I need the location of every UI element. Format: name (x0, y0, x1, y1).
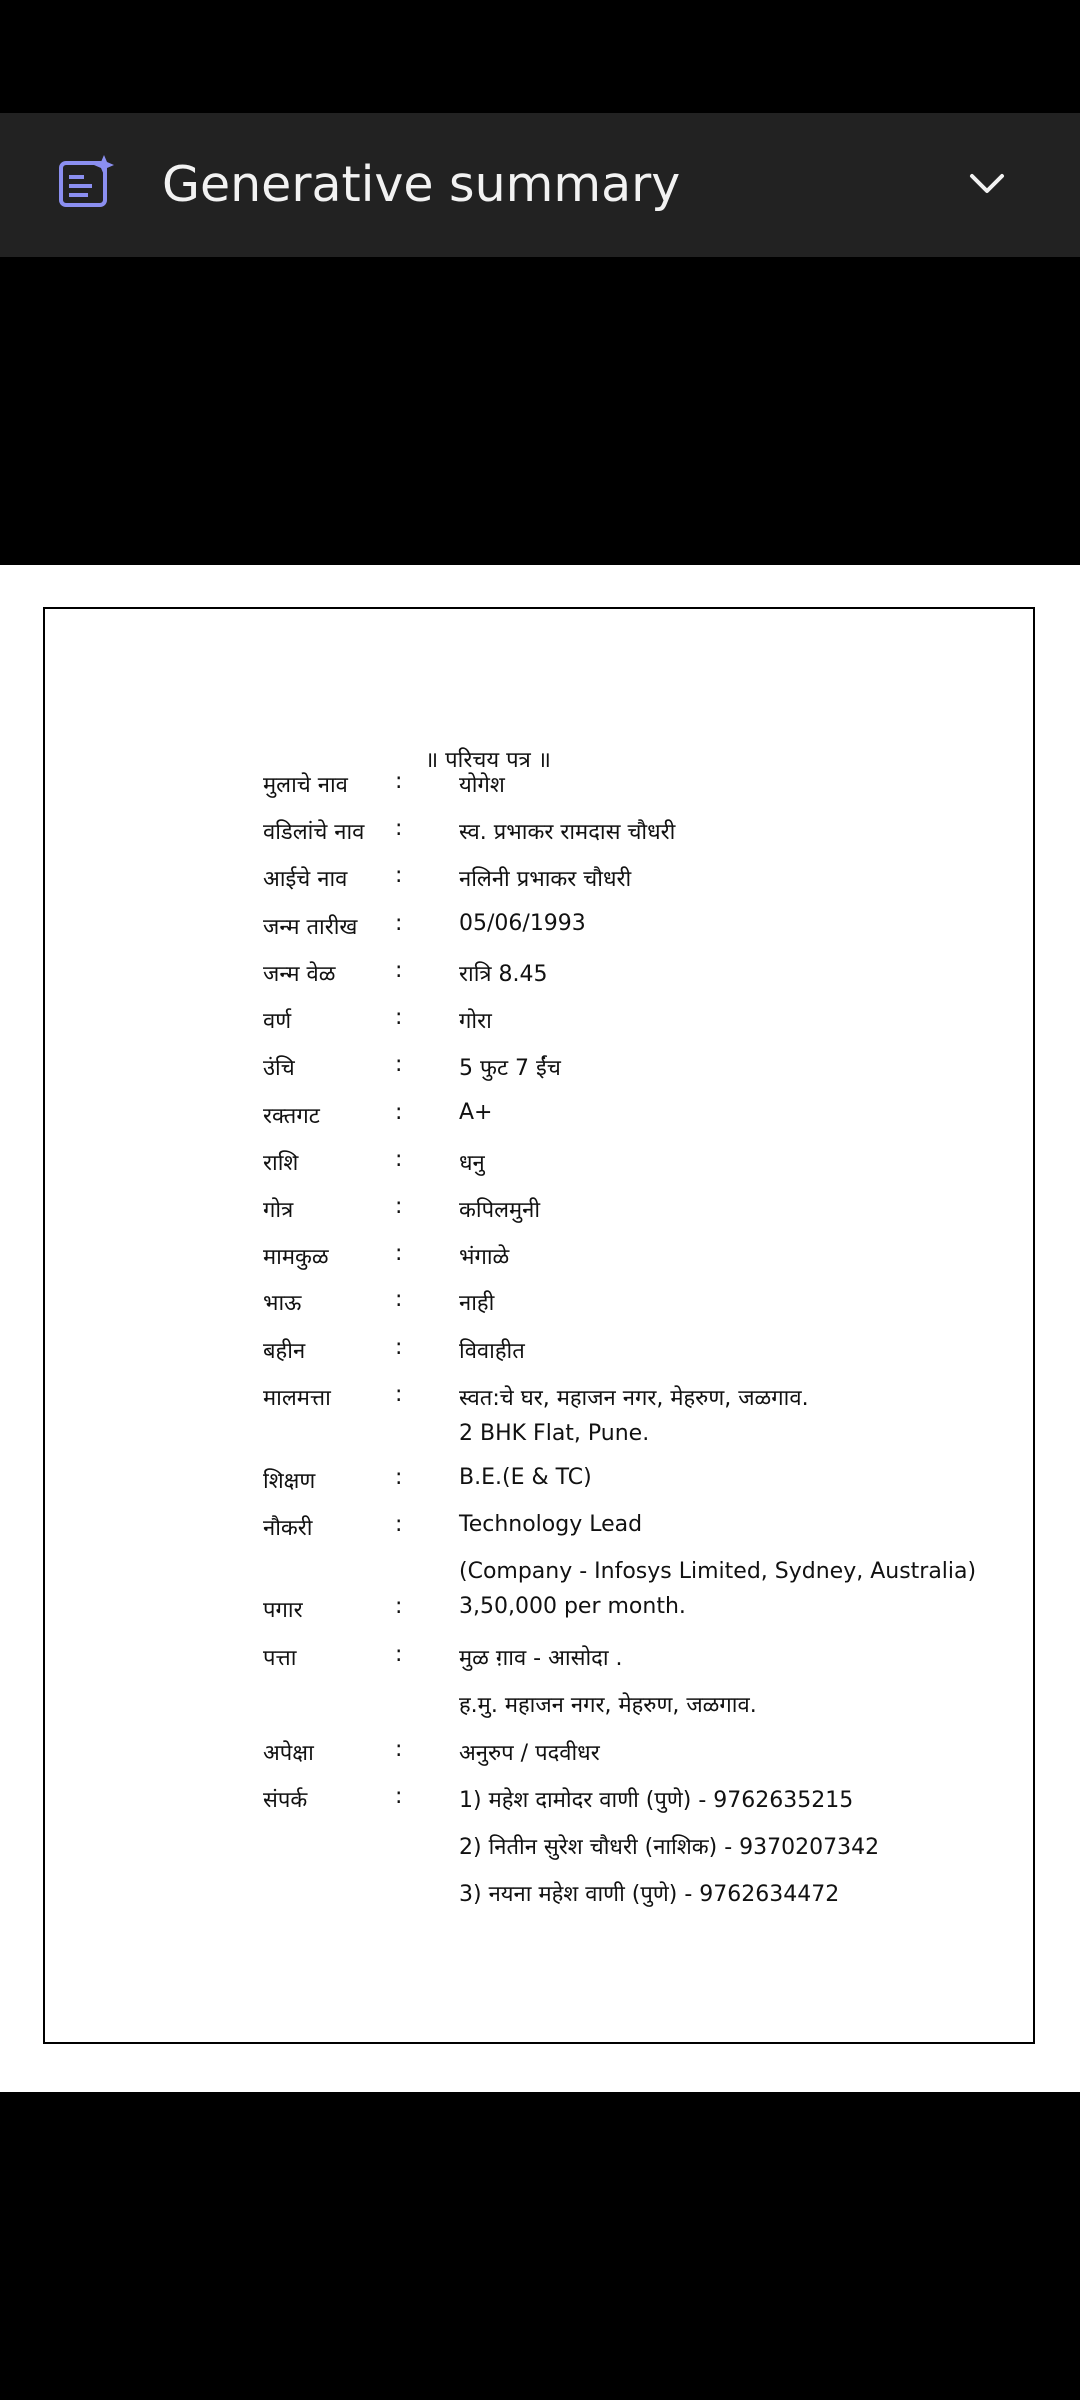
field-value: B.E.(E & TC) (459, 1465, 592, 1490)
field-label: जन्म वेळ (263, 962, 336, 987)
field-label: मालमत्ता (263, 1386, 331, 1411)
field-colon: : (395, 1465, 403, 1490)
field-colon: : (395, 816, 403, 841)
field-label: पत्ता (263, 1646, 297, 1671)
field-label: उंचि (263, 1056, 295, 1081)
field-value: 05/06/1993 (459, 911, 586, 936)
field-label: भाऊ (263, 1291, 302, 1316)
field-value: मुळ ग़ाव - आसोदा . (459, 1646, 623, 1671)
field-value: धनु (459, 1151, 485, 1176)
status-bar-area (0, 0, 1080, 113)
field-label: वर्ण (263, 1009, 292, 1034)
field-label: अपेक्षा (263, 1741, 314, 1766)
field-value: योगेश (459, 773, 505, 798)
field-colon: : (395, 1642, 403, 1667)
field-label: मुलाचे नाव (263, 773, 348, 798)
field-label: रक्तगट (263, 1104, 320, 1129)
generative-summary-bar[interactable] (0, 113, 1080, 257)
document-title: ॥ परिचय पत्र ॥ (425, 748, 551, 773)
field-value: अनुरुप / पदवीधर (459, 1741, 600, 1766)
field-label: संपर्क (263, 1788, 308, 1813)
field-value: विवाहीत (459, 1339, 525, 1364)
field-value: कपिलमुनी (459, 1198, 541, 1223)
field-colon: : (395, 1147, 403, 1172)
field-colon: : (395, 1512, 403, 1537)
field-label: बहीन (263, 1339, 306, 1364)
field-colon: : (395, 1737, 403, 1762)
field-colon: : (395, 1194, 403, 1219)
field-colon: : (395, 769, 403, 794)
field-colon: : (395, 1594, 403, 1619)
field-value-continued: (Company - Infosys Limited, Sydney, Australia) (459, 1559, 977, 1584)
field-value: स्वत:चे घर, महाजन नगर, मेहरुण, जळगाव. (459, 1386, 809, 1411)
field-colon: : (395, 1287, 403, 1312)
field-colon: : (395, 1241, 403, 1266)
field-value: 1) महेश दामोदर वाणी (पुणे) - 9762635215 (459, 1788, 854, 1813)
field-label: मामकुळ (263, 1245, 329, 1270)
field-label: राशि (263, 1151, 299, 1176)
field-colon: : (395, 1005, 403, 1030)
field-value-continued: 2 BHK Flat, Pune. (459, 1421, 650, 1446)
field-label: नौकरी (263, 1516, 313, 1541)
field-colon: : (395, 958, 403, 983)
field-value: नाही (459, 1291, 495, 1316)
field-value: गोरा (459, 1009, 492, 1034)
chevron-down-icon[interactable] (964, 160, 1010, 206)
field-label: जन्म तारीख (263, 915, 358, 940)
field-value: रात्रि 8.45 (459, 962, 548, 987)
field-value: नलिनी प्रभाकर चौधरी (459, 867, 632, 892)
field-value-continued: ह.मु. महाजन नगर, मेहरुण, जळगाव. (459, 1693, 757, 1718)
field-value-continued: 3) नयना महेश वाणी (पुणे) - 9762634472 (459, 1882, 840, 1907)
field-value: भंगाळे (459, 1245, 510, 1270)
field-colon: : (395, 911, 403, 936)
field-colon: : (395, 863, 403, 888)
field-label: वडिलांचे नाव (263, 820, 365, 845)
field-label: आईचे नाव (263, 867, 348, 892)
field-colon: : (395, 1382, 403, 1407)
field-colon: : (395, 1052, 403, 1077)
field-label: शिक्षण (263, 1469, 316, 1494)
field-label: पगार (263, 1598, 303, 1623)
field-value: 5 फुट 7 ईंच (459, 1056, 561, 1081)
field-value-continued: 2) नितीन सुरेश चौधरी (नाशिक) - 9370207342 (459, 1835, 880, 1860)
field-colon: : (395, 1784, 403, 1809)
generative-summary-title: Generative summary (162, 156, 681, 213)
document-page (0, 565, 1080, 2092)
field-value: A+ (459, 1100, 493, 1125)
ai-summary-icon (56, 153, 118, 215)
field-colon: : (395, 1100, 403, 1125)
field-value: Technology Lead (459, 1512, 643, 1537)
document-border (43, 607, 1035, 2044)
field-colon: : (395, 1335, 403, 1360)
field-value: 3,50,000 per month. (459, 1594, 686, 1619)
field-value: स्व. प्रभाकर रामदास चौधरी (459, 820, 676, 845)
field-label: गोत्र (263, 1198, 294, 1223)
